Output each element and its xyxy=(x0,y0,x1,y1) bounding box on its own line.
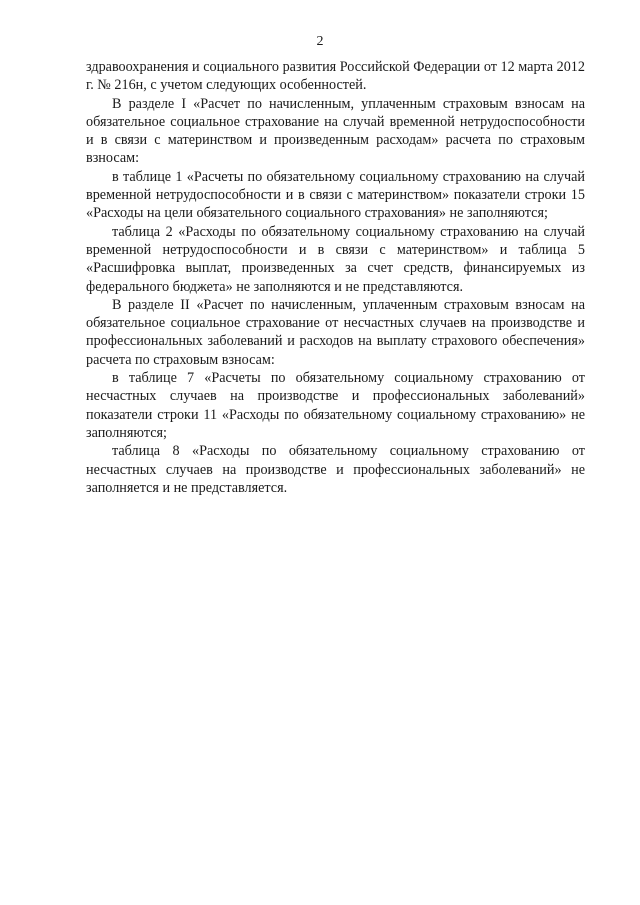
paragraph-continuation: здравоохранения и социального развития Российской Федерации от 12 марта 2012 г. № 216н, с учетом следующих особенностей. xyxy=(86,59,585,94)
paragraph-section-2-intro: В разделе II «Расчет по начисленным, уплаченным страховым взносам на обязательное социальное страхование от несчастных случаев на производстве и профессиональных заболеваний и расходов на выплату страхового обеспечения» расчета по страховым взносам: xyxy=(86,296,585,368)
page-number: 2 xyxy=(316,34,324,49)
paragraph-table-1: в таблице 1 «Расчеты по обязательному социальному страхованию на случай временной нетрудоспособности и в связи с материнством» показатели строки 15 «Расходы на цели обязательного социального страхования» не заполняются; xyxy=(86,168,585,222)
paragraph-table-7: в таблице 7 «Расчеты по обязательному социальному страхованию от несчастных случаев на производстве и профессиональных заболеваний» показатели строки 11 «Расходы по обязательному социальному страхованию» не заполняются; xyxy=(86,370,585,441)
document-body xyxy=(86,58,585,497)
paragraph-table-8: таблица 8 «Расходы по обязательному социальному страхованию от несчастных случаев на производстве и профессиональных заболеваний» не заполняется и не представляется. xyxy=(86,443,585,496)
paragraph-section-1-intro: В разделе I «Расчет по начисленным, уплаченным страховым взносам на обязательное социальное страхование на случай временной нетрудоспособности и в связи с материнством и произведенным расходам» расчета по страховым взносам: xyxy=(86,95,585,167)
paragraph-table-2-and-5: таблица 2 «Расходы по обязательному социальному страхованию на случай временной нетрудоспособности и в связи с материнством» и таблица 5 «Расшифровка выплат, произведенных за счет средств, финансируемых из федерального бюджета» не заполняются и не представляются. xyxy=(86,223,585,295)
